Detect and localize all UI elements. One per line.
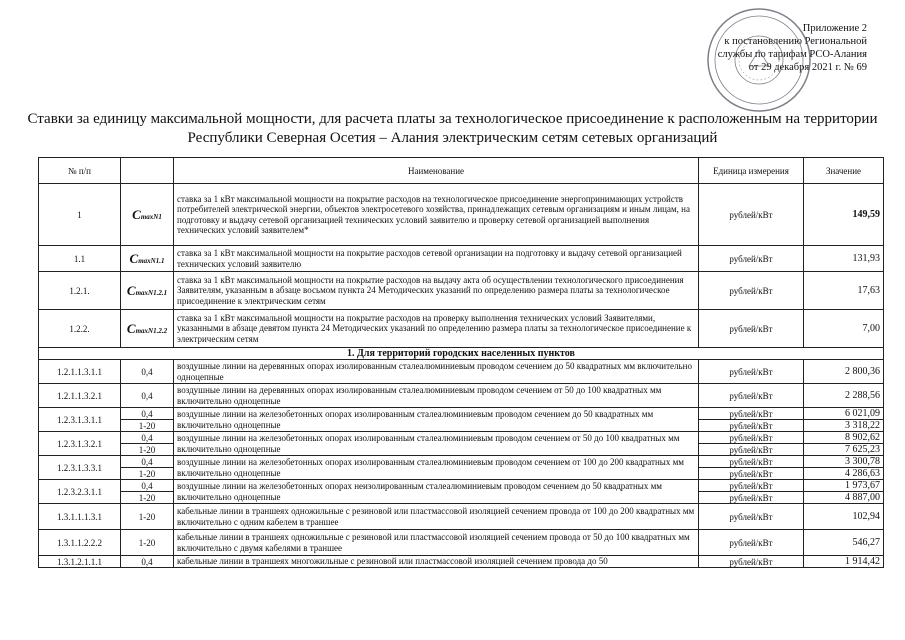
- line-code: 1.2.3.1.3.2.1: [39, 432, 121, 456]
- line-unit: рублей/кВт: [699, 468, 804, 480]
- line-voltage: 0,4: [121, 408, 174, 420]
- line-unit: рублей/кВт: [699, 384, 804, 408]
- row-unit: рублей/кВт: [699, 184, 804, 246]
- line-voltage: 0,4: [121, 384, 174, 408]
- line-value: 3 300,78: [804, 456, 884, 468]
- header-blank: [121, 158, 174, 184]
- table-header-row: [39, 158, 884, 184]
- line-unit: рублей/кВт: [699, 492, 804, 504]
- line-voltage: 0,4: [121, 456, 174, 468]
- line-value: 6 021,09: [804, 408, 884, 420]
- line-unit: рублей/кВт: [699, 530, 804, 556]
- row-value: 7,00: [804, 310, 884, 348]
- line-unit: рублей/кВт: [699, 456, 804, 468]
- row-unit: рублей/кВт: [699, 246, 804, 272]
- line-unit: рублей/кВт: [699, 504, 804, 530]
- line-name: воздушные линии на деревянных опорах изолированным сталеалюминиевым проводом сечением от 50 до 100 квадратных мм включительно одноцепные: [174, 384, 699, 408]
- appendix-line-2: к постановлению Региональной: [724, 36, 867, 47]
- table-row: [39, 384, 884, 408]
- table-row: [39, 432, 884, 444]
- official-seal-stamp: [705, 6, 813, 114]
- row-name: ставка за 1 кВт максимальной мощности на покрытие расходов сетевой организации на подготовку и выдачу сетевой организацией технических условий заявителю: [174, 246, 699, 272]
- row-name: ставка за 1 кВт максимальной мощности на покрытие расходов на проверку выполнения технических условий Заявителями, указанными в абзаце девятом пункта 24 Методических указаний по определению размера платы за технологическое присоединение к электрическим сетям: [174, 310, 699, 348]
- row-num: 1: [39, 184, 121, 246]
- header-unit: Единица измерения: [699, 158, 804, 184]
- rate-symbol: CmaxN1.2.2: [121, 310, 174, 348]
- row-value: 131,93: [804, 246, 884, 272]
- appendix-line-4: от 29 декабря 2021 г. № 69: [748, 62, 867, 73]
- line-value: 1 914,42: [804, 556, 884, 568]
- row-value: 149,59: [804, 184, 884, 246]
- section-title: 1. Для территорий городских населенных пунктов: [39, 348, 884, 360]
- line-value: 102,94: [804, 504, 884, 530]
- line-value: 546,27: [804, 530, 884, 556]
- line-unit: рублей/кВт: [699, 420, 804, 432]
- line-voltage: 1-20: [121, 530, 174, 556]
- line-name: воздушные линии на железобетонных опорах неизолированным сталеалюминиевым проводом сечением до 50 квадратных мм включительно одноцепные: [174, 480, 699, 504]
- table-row: [39, 310, 884, 348]
- line-voltage: 1-20: [121, 420, 174, 432]
- line-code: 1.2.3.1.3.1.1: [39, 408, 121, 432]
- row-unit: рублей/кВт: [699, 310, 804, 348]
- rates-table: [38, 157, 884, 568]
- line-value: 4 887,00: [804, 492, 884, 504]
- line-name: кабельные линии в траншеях одножильные с резиновой или пластмассовой изоляцией сечением провода от 50 до 100 квадратных мм включительно с двумя кабелями в траншее: [174, 530, 699, 556]
- appendix-line-1: Приложение 2: [802, 23, 867, 34]
- line-unit: рублей/кВт: [699, 408, 804, 420]
- line-value: 2 800,36: [804, 360, 884, 384]
- line-name: воздушные линии на деревянных опорах изолированным сталеалюминиевым проводом сечением до 50 квадратных мм включительно одноцепные: [174, 360, 699, 384]
- line-unit: рублей/кВт: [699, 432, 804, 444]
- line-voltage: 1-20: [121, 504, 174, 530]
- line-name: воздушные линии на железобетонных опорах изолированным сталеалюминиевым проводом сечением от 50 до 100 квадратных мм включительно одноцепные: [174, 432, 699, 456]
- table-row: [39, 246, 884, 272]
- title-line-1: Ставки за единицу максимальной мощности, для расчета платы за технологическое присоединение к расположенным на территории: [27, 111, 878, 127]
- line-code: 1.2.1.1.3.1.1: [39, 360, 121, 384]
- line-unit: рублей/кВт: [699, 480, 804, 492]
- line-voltage: 0,4: [121, 432, 174, 444]
- table-row: [39, 360, 884, 384]
- line-value: 8 902,62: [804, 432, 884, 444]
- section-row: [39, 348, 884, 360]
- table-row: [39, 456, 884, 468]
- line-name: воздушные линии на железобетонных опорах изолированным сталеалюминиевым проводом сечением до 50 квадратных мм включительно одноцепные: [174, 408, 699, 432]
- line-name: кабельные линии в траншеях одножильные с резиновой или пластмассовой изоляцией сечением провода от 100 до 200 квадратных мм включительно с одним кабелем в траншее: [174, 504, 699, 530]
- header-value: Значение: [804, 158, 884, 184]
- row-num: 1.2.1.: [39, 272, 121, 310]
- line-unit: рублей/кВт: [699, 360, 804, 384]
- line-voltage: 0,4: [121, 480, 174, 492]
- line-code: 1.2.3.2.3.1.1: [39, 480, 121, 504]
- row-value: 17,63: [804, 272, 884, 310]
- appendix-line-3: службы по тарифам РСО-Алания: [717, 49, 867, 60]
- table-row: [39, 556, 884, 568]
- line-name: воздушные линии на железобетонных опорах изолированным сталеалюминиевым проводом сечением от 100 до 200 квадратных мм включительно одноцепные: [174, 456, 699, 480]
- row-unit: рублей/кВт: [699, 272, 804, 310]
- line-value: 7 625,23: [804, 444, 884, 456]
- line-voltage: 1-20: [121, 492, 174, 504]
- line-voltage: 1-20: [121, 444, 174, 456]
- line-unit: рублей/кВт: [699, 556, 804, 568]
- row-num: 1.2.2.: [39, 310, 121, 348]
- line-unit: рублей/кВт: [699, 444, 804, 456]
- line-voltage: 1-20: [121, 468, 174, 480]
- line-value: 1 973,67: [804, 480, 884, 492]
- table-row: [39, 530, 884, 556]
- document-title: [0, 110, 905, 148]
- line-code: 1.3.1.1.1.3.1: [39, 504, 121, 530]
- line-code: 1.2.3.1.3.3.1: [39, 456, 121, 480]
- table-row: [39, 184, 884, 246]
- table-row: [39, 504, 884, 530]
- rate-symbol: CmaxN1.2.1: [121, 272, 174, 310]
- line-voltage: 0,4: [121, 556, 174, 568]
- table-row: [39, 480, 884, 492]
- row-name: ставка за 1 кВт максимальной мощности на покрытие расходов на технологическое присоединение энергопринимающих устройств потребителей электрической энергии, объектов электросетевого хозяйства, принадлежащих сетевым организациям и иным лицам, на подготовку и выдачу сетевой организацией технических условий заявителю и проверку сетевой организацией выполнения технических условий заявителем*: [174, 184, 699, 246]
- table-row: [39, 272, 884, 310]
- rate-symbol: CmaxN1: [121, 184, 174, 246]
- table-row: [39, 408, 884, 420]
- row-num: 1.1: [39, 246, 121, 272]
- line-code: 1.3.1.1.2.2.2: [39, 530, 121, 556]
- header-name: Наименование: [174, 158, 699, 184]
- line-code: 1.3.1.2.1.1.1: [39, 556, 121, 568]
- line-name: кабельные линии в траншеях многожильные с резиновой или пластмассовой изоляцией сечением провода до 50: [174, 556, 699, 568]
- line-voltage: 0,4: [121, 360, 174, 384]
- header-num: № п/п: [39, 158, 121, 184]
- row-name: ставка за 1 кВт максимальной мощности на покрытие расходов на выдачу акта об осуществлении технологического присоединения Заявителям, указанным в абзаце восьмом пункта 24 Методических указаний по определению размера платы за технологическое присоединение к электрическим сетям: [174, 272, 699, 310]
- line-value: 3 318,22: [804, 420, 884, 432]
- line-value: 4 286,63: [804, 468, 884, 480]
- line-code: 1.2.1.1.3.2.1: [39, 384, 121, 408]
- line-value: 2 288,56: [804, 384, 884, 408]
- rate-symbol: CmaxN1.1: [121, 246, 174, 272]
- title-line-2: Республики Северная Осетия – Алания электрическим сетям сетевых организаций: [187, 130, 718, 146]
